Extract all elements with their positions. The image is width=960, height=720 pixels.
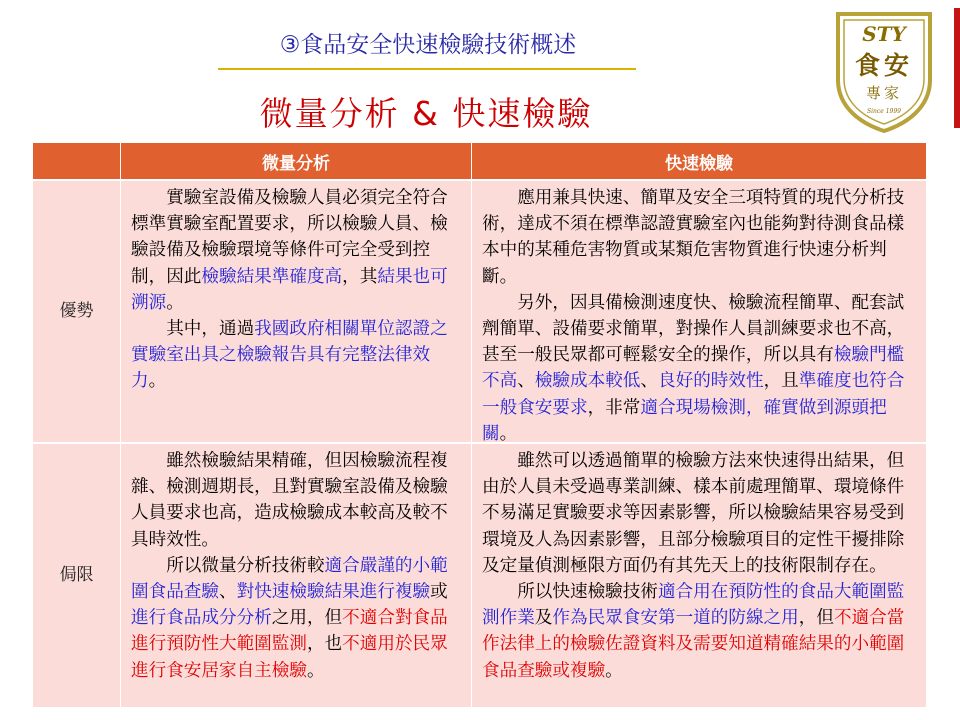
highlight-text: 檢驗成本較低	[534, 371, 641, 392]
text-run: 其中，通過	[166, 319, 255, 340]
sty-logo	[834, 10, 934, 134]
highlight-text: 適合用在預防性的食品大範圍監測作業	[482, 582, 905, 629]
paragraph	[482, 448, 918, 579]
cell-advantage-rapid	[472, 181, 926, 442]
highlight-text: 對快速檢驗結果進行複驗	[236, 582, 431, 603]
text-run: 、	[517, 371, 535, 392]
highlight-text: 適合現場檢測，確實做到源頭把關	[482, 397, 887, 444]
text-run: ，且	[763, 371, 799, 392]
highlight-text: 結果也可溯源	[131, 266, 448, 313]
row-label-limitation: 侷限	[33, 444, 120, 707]
text-run: 及	[534, 608, 553, 629]
text-run: 所以快速檢驗技術	[517, 582, 658, 603]
slide-title: 微量分析 & 快速檢驗	[259, 94, 593, 133]
accent-bar	[954, 8, 960, 128]
text-run: 、	[218, 582, 237, 603]
header-corner-cell	[33, 143, 120, 179]
text-run: 應用兼具快速、簡單及安全三項特質的現代分析技術，達成不須在標準認證實驗室內也能夠對待測食品樣本中的某種危害物質或某類危害物質進行快速分析判斷。	[482, 188, 905, 287]
comparison-table	[33, 143, 926, 707]
row-label-advantage: 優勢	[33, 181, 120, 442]
text-run: 所以微量分析技術較	[166, 555, 325, 576]
highlight-text: 我國政府相關單位認證之實驗室出具之檢驗報告具有完整法律效力	[131, 319, 448, 392]
logo-since-text: Since 1999	[867, 108, 901, 115]
highlight-text: 作為民眾食安第一道的防線之用	[552, 608, 799, 629]
cell-limitation-micro	[121, 444, 471, 707]
highlight-text: 適合嚴謹的小範圍食品查驗	[131, 555, 448, 603]
paragraph	[131, 316, 463, 395]
highlight-text: 進行食品成分分析	[131, 608, 272, 629]
logo-sub-text: 專家	[865, 84, 903, 102]
text-run: 實驗室設備及檢驗人員必須完全符合標準實驗室配置要求，所以檢驗人員、檢驗設備及檢驗環境等條件可完全受到控制，因此	[131, 188, 448, 287]
text-run: ，但	[798, 608, 834, 629]
cell-advantage-micro	[121, 181, 471, 442]
text-run: 。	[605, 660, 623, 681]
text-run: 。	[499, 423, 518, 444]
text-run: ，非常	[587, 397, 641, 418]
text-run: 。	[166, 292, 184, 313]
highlight-text: 檢驗門檻不高	[482, 345, 905, 392]
text-run: 。	[306, 660, 325, 681]
logo-main-text: 食安	[854, 51, 914, 80]
paragraph	[131, 448, 463, 553]
subtitle-underline	[218, 68, 636, 70]
text-run: 之用，但	[271, 608, 343, 629]
text-run: ，也	[306, 634, 343, 655]
col-header-micro: 微量分析	[121, 143, 471, 179]
text-run: 或	[430, 582, 448, 603]
highlight-text: 準確度也符合一般食安要求	[482, 371, 905, 418]
warning-text: 不適用於民眾進行食安居家自主檢驗	[131, 634, 448, 681]
text-run: 雖然可以透過簡單的檢驗方法來快速得出結果，但由於人員未受過專業訓練、樣本前處理簡單、環境條件不易滿足實驗要求等因素影響，所以檢驗結果容易受到環境及人為因素影響，且部分檢驗項目的定性干擾排除及定量偵測極限方面仍有其先天上的技術限制存在。	[482, 451, 905, 576]
logo-top-text: STY	[862, 22, 906, 46]
cell-limitation-rapid	[472, 444, 926, 707]
highlight-text: 檢驗結果準確度高	[201, 266, 343, 287]
warning-text: 不適合當作法律上的檢驗佐證資料及需要知道精確結果的小範圍食品查驗或複驗	[482, 608, 905, 681]
paragraph	[131, 553, 463, 684]
paragraph	[482, 579, 918, 684]
text-run: 另外，因具備檢測速度快、檢驗流程簡單、配套試劑簡單、設備要求簡單，對操作人員訓練要求也不高，甚至一般民眾都可輕鬆安全的操作，所以具有	[482, 292, 905, 366]
text-run: 。	[148, 371, 167, 392]
highlight-text: 良好的時效性	[658, 371, 764, 392]
text-run: 雖然檢驗結果精確，但因檢驗流程複雜、檢測週期長，且對實驗室設備及檢驗人員要求也高，造成檢驗成本較高及較不具時效性。	[131, 451, 448, 550]
paragraph	[482, 185, 918, 290]
paragraph	[482, 290, 918, 447]
text-run: 、	[640, 371, 658, 392]
warning-text: 不適合對食品進行預防性大範圍監測	[131, 608, 448, 655]
slide-subtitle: ③食品安全快速檢驗技術概述	[279, 32, 577, 58]
col-header-rapid: 快速檢驗	[472, 143, 926, 179]
text-run: ，其	[342, 266, 378, 287]
paragraph	[131, 185, 463, 316]
